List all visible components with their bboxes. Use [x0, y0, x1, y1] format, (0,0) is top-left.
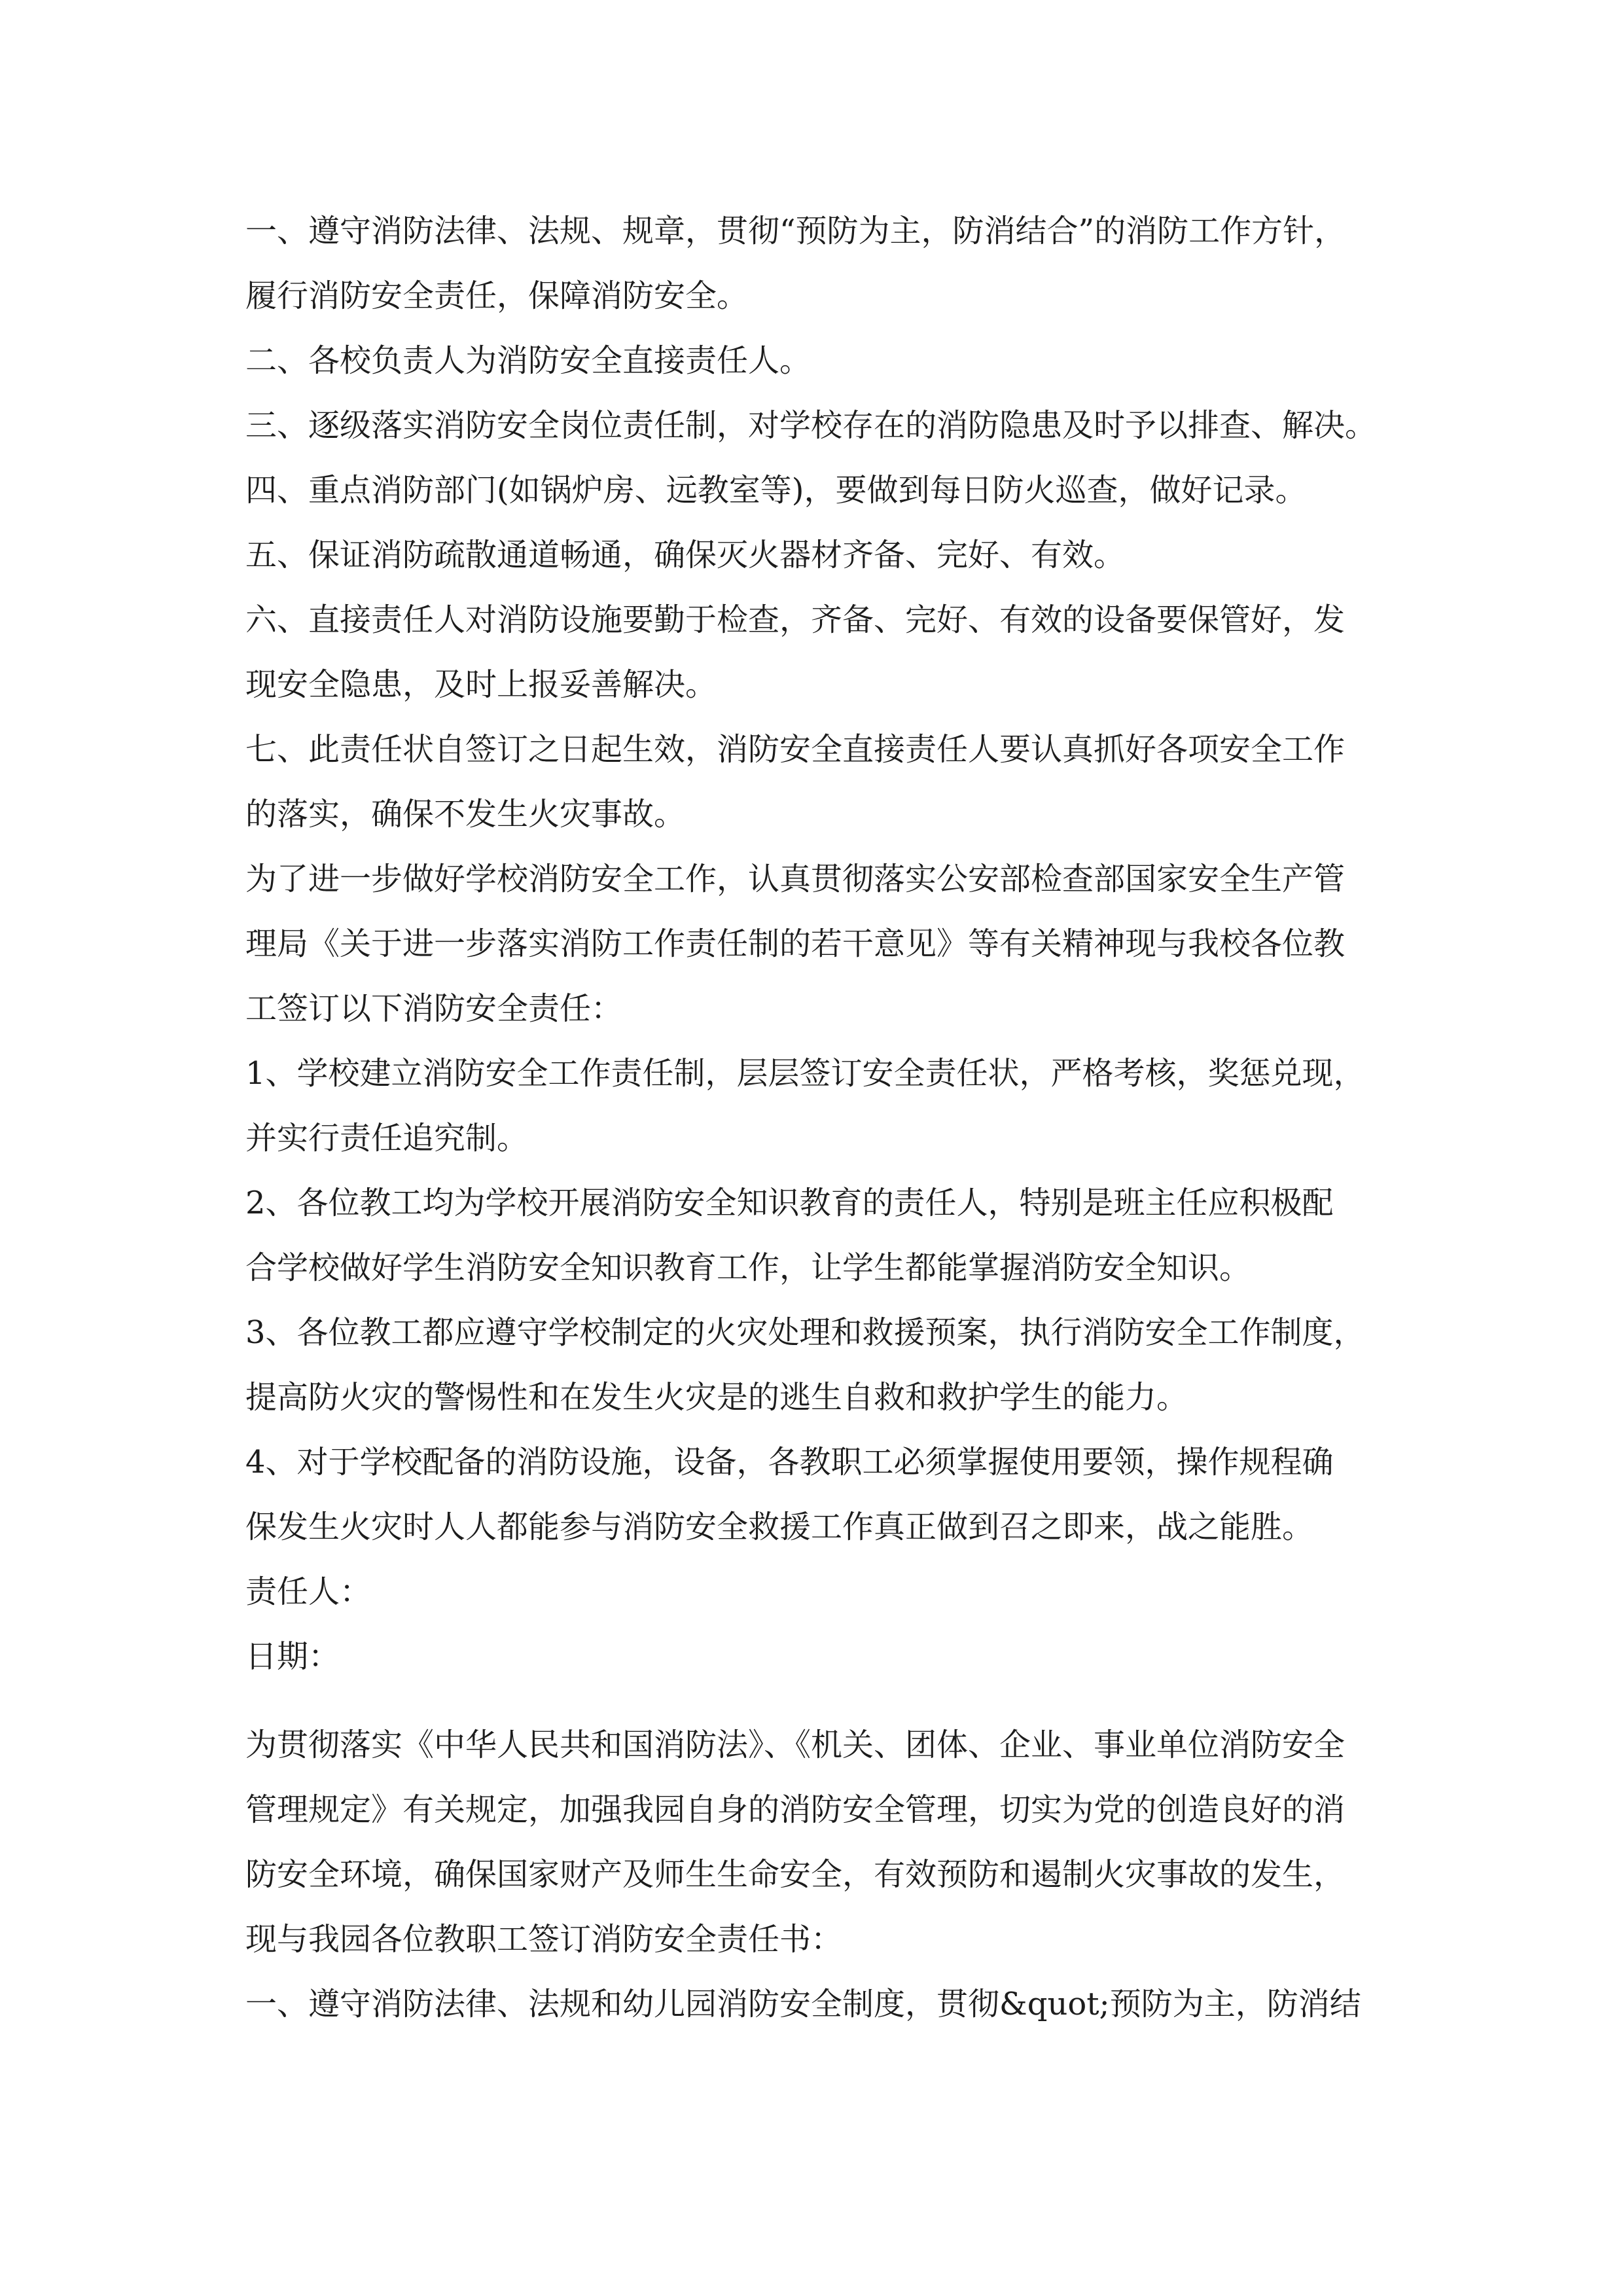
text-line: 五、保证消防疏散通道畅通，确保灭火器材齐备、完好、有效。: [245, 537, 1126, 573]
text-line: 并实行责任追究制。: [245, 1120, 529, 1157]
text-line: 的落实，确保不发生火灾事故。: [245, 796, 686, 833]
text-line: 为了进一步做好学校消防安全工作，认真贯彻落实公安部检查部国家安全生产管: [245, 861, 1346, 897]
text-line: 保发生火灾时人人都能参与消防安全救援工作真正做到召之即来，战之能胜。: [245, 1509, 1314, 1545]
text-line: 4、对于学校配备的消防设施，设备，各教职工必须掌握使用要领，操作规程确: [245, 1444, 1334, 1480]
responsibility-clauses-section: [245, 199, 1430, 1689]
text-line: 一、遵守消防法律、法规和幼儿园消防安全制度，贯彻&quot;预防为主，防消结: [245, 1986, 1361, 2022]
text-line: 四、重点消防部门(如锅炉房、远教室等)，要做到每日防火巡查，做好记录。: [245, 472, 1307, 509]
text-line: 1、学校建立消防安全工作责任制，层层签订安全责任状，严格考核，奖惩兑现，: [245, 1055, 1365, 1092]
text-line: 提高防火灾的警惕性和在发生火灾是的逃生自救和救护学生的能力。: [245, 1379, 1188, 1416]
text-line: 合学校做好学生消防安全知识教育工作，让学生都能掌握消防安全知识。: [245, 1249, 1251, 1286]
text-line: 理局《关于进一步落实消防工作责任制的若干意见》等有关精神现与我校各位教: [245, 925, 1346, 962]
text-line: 防安全环境，确保国家财产及师生生命安全，有效预防和遏制火灾事故的发生，: [245, 1856, 1346, 1893]
text-line: 六、直接责任人对消防设施要勤于检查，齐备、完好、有效的设备要保管好，发: [245, 601, 1346, 638]
text-line: 现安全隐患，及时上报妥善解决。: [245, 666, 717, 703]
text-line: 履行消防安全责任，保障消防安全。: [245, 278, 749, 314]
date-label: 日期：: [245, 1638, 340, 1675]
text-line: 一、遵守消防法律、法规、规章，贯彻“预防为主，防消结合”的消防工作方针，: [245, 213, 1346, 249]
signature-label: 责任人：: [245, 1573, 372, 1610]
text-line: 三、逐级落实消防安全岗位责任制，对学校存在的消防隐患及时予以排查、解决。: [245, 407, 1377, 444]
text-line: 管理规定》有关规定，加强我园自身的消防安全管理，切实为党的创造良好的消: [245, 1791, 1346, 1828]
text-line: 现与我园各位教职工签订消防安全责任书：: [245, 1921, 843, 1958]
kindergarten-agreement-section: [245, 1713, 1430, 2037]
text-line: 2、各位教工均为学校开展消防安全知识教育的责任人，特别是班主任应积极配: [245, 1185, 1334, 1221]
text-line: 七、此责任状自签订之日起生效，消防安全直接责任人要认真抓好各项安全工作: [245, 731, 1346, 768]
text-line: 3、各位教工都应遵守学校制定的火灾处理和救援预案，执行消防安全工作制度，: [245, 1314, 1365, 1351]
text-line: 为贯彻落实《中华人民共和国消防法》、《机关、团体、企业、事业单位消防安全: [245, 1727, 1346, 1763]
text-line: 二、各校负责人为消防安全直接责任人。: [245, 342, 812, 379]
text-line: 工签订以下消防安全责任：: [245, 990, 623, 1027]
